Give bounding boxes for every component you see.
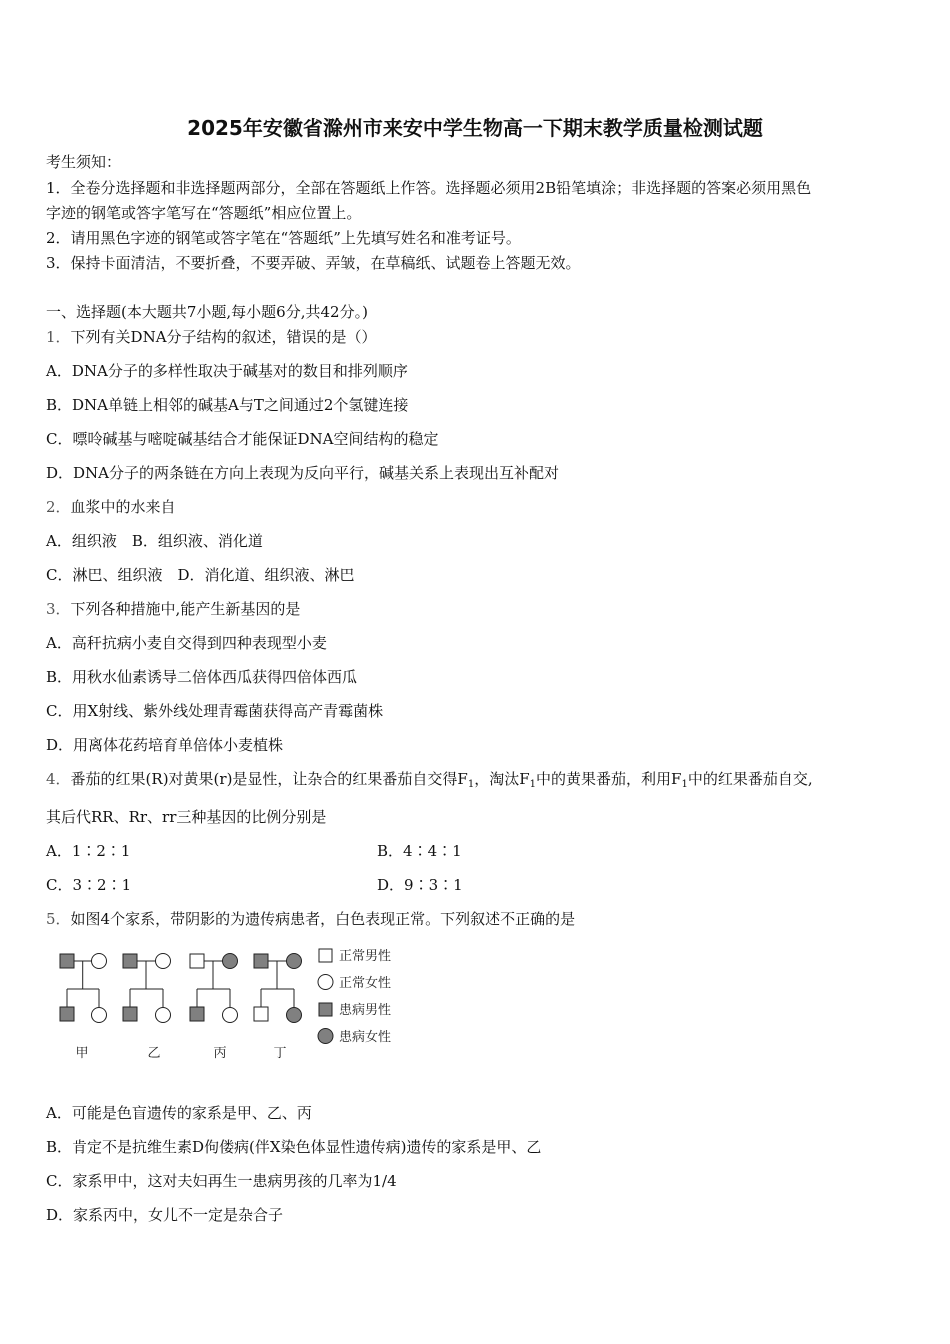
family-yi	[123, 954, 171, 1062]
son-affected	[190, 1007, 204, 1021]
question-5	[46, 910, 575, 928]
q4-option-c: C．3∶2∶1	[46, 876, 132, 894]
subscript: 1	[681, 779, 688, 790]
question-1	[46, 328, 377, 346]
question-stem-part: 中的黄果番茄，利用F	[536, 770, 682, 788]
father-normal	[190, 954, 204, 968]
question-stem: 下列各种措施中,能产生新基因的是	[70, 600, 301, 618]
legend-normal-male-icon	[319, 949, 332, 962]
mother-affected	[223, 954, 238, 969]
mother-normal	[92, 954, 107, 969]
question-number: 1．	[46, 328, 71, 346]
mother-normal	[156, 954, 171, 969]
legend-label: 患病女性	[339, 1030, 392, 1045]
q3-option-b: B．用秋水仙素诱导二倍体西瓜获得四倍体西瓜	[46, 668, 358, 686]
mother-affected	[287, 954, 302, 969]
legend-normal-female-icon	[318, 975, 333, 990]
page-title: 2025年安徽省滁州市来安中学生物高一下期末教学质量检测试题	[187, 116, 763, 140]
family-bing	[190, 954, 238, 1062]
q4-stem-continued: 其后代RR、Rr、rr三种基因的比例分别是	[46, 808, 327, 826]
q1-option-a: A．DNA分子的多样性取决于碱基对的数目和排列顺序	[46, 362, 408, 380]
family-ding	[254, 954, 302, 1062]
question-3	[46, 600, 300, 618]
question-number: 3．	[46, 600, 71, 618]
legend-label: 患病男性	[339, 1003, 392, 1018]
q5-option-c: C．家系甲中，这对夫妇再生一患病男孩的几率为1/4	[46, 1172, 397, 1190]
daughter-normal	[156, 1008, 171, 1023]
notice-heading: 考生须知：	[46, 153, 122, 171]
pedigree-figure	[50, 940, 410, 1070]
legend-affected-male-icon	[319, 1003, 332, 1016]
notice-line-3: 2．请用黑色字迹的钢笔或答字笔在“答题纸”上先填写姓名和准考证号。	[46, 229, 521, 247]
father-affected	[60, 954, 74, 968]
question-stem: 下列有关DNA分子结构的叙述，错误的是（）	[70, 328, 377, 346]
q1-option-b: B．DNA单链上相邻的碱基A与T之间通过2个氢键连接	[46, 396, 409, 414]
question-stem: 血浆中的水来自	[70, 498, 176, 516]
question-number: 4．	[46, 770, 71, 788]
q4-option-b: B．4∶4∶1	[377, 842, 462, 860]
q4-option-d: D．9∶3∶1	[377, 876, 463, 894]
q3-option-c: C．用X射线、紫外线处理青霉菌获得高产青霉菌株	[46, 702, 384, 720]
notice-line-1: 1．全卷分选择题和非选择题两部分，全部在答题纸上作答。选择题必须用2B铅笔填涂；非选择题的答案必须用黑色	[46, 179, 812, 197]
q3-option-d: D．用离体花药培育单倍体小麦植株	[46, 736, 284, 754]
family-jia	[60, 954, 107, 1062]
daughter-affected	[287, 1008, 302, 1023]
son-affected	[123, 1007, 137, 1021]
subscript: 1	[467, 779, 475, 790]
family-label: 丁	[273, 1046, 287, 1061]
family-label: 甲	[75, 1046, 89, 1061]
family-label: 丙	[213, 1046, 227, 1061]
question-number: 5．	[46, 910, 71, 928]
legend-affected-female-icon	[318, 1029, 333, 1044]
question-2	[46, 498, 176, 516]
legend-label: 正常女性	[339, 976, 392, 991]
q5-option-d: D．家系丙中，女儿不一定是杂合子	[46, 1206, 284, 1224]
question-4	[46, 770, 813, 794]
question-number: 2．	[46, 498, 71, 516]
q2-options-ab: A．组织液 B．组织液、消化道	[46, 532, 263, 550]
son-affected	[60, 1007, 74, 1021]
family-label: 乙	[147, 1046, 161, 1061]
notice-line-4: 3．保持卡面清洁，不要折叠，不要弄破、弄皱，在草稿纸、试题卷上答题无效。	[46, 254, 581, 272]
q5-option-a: A．可能是色盲遗传的家系是甲、乙、丙	[46, 1104, 312, 1122]
q1-option-d: D．DNA分子的两条链在方向上表现为反向平行，碱基关系上表现出互补配对	[46, 464, 560, 482]
question-stem-part: ，淘汰F	[474, 770, 530, 788]
question-stem-part: 番茄的红果(R)对黄果(r)是显性，让杂合的红果番茄自交得F	[70, 770, 468, 788]
daughter-normal	[223, 1008, 238, 1023]
question-stem: 如图4个家系，带阴影的为遗传病患者，白色表现正常。下列叙述不正确的是	[70, 910, 576, 928]
son-normal	[254, 1007, 268, 1021]
father-affected	[254, 954, 268, 968]
legend-label: 正常男性	[339, 949, 392, 964]
daughter-normal	[92, 1008, 107, 1023]
section-heading: 一、选择题(本大题共7小题,每小题6分,共42分。)	[46, 303, 368, 321]
pedigree-legend	[318, 948, 391, 1045]
q4-option-a: A．1∶2∶1	[46, 842, 131, 860]
notice-line-2: 字迹的钢笔或答字笔写在“答题纸”相应位置上。	[46, 204, 362, 222]
q3-option-a: A．高秆抗病小麦自交得到四种表现型小麦	[46, 634, 327, 652]
q5-option-b: B．肯定不是抗维生素D佝偻病(伴X染色体显性遗传病)遗传的家系是甲、乙	[46, 1138, 542, 1156]
question-stem-part: 中的红果番茄自交,	[687, 770, 813, 788]
subscript: 1	[529, 779, 537, 790]
father-affected	[123, 954, 137, 968]
q2-options-cd: C．淋巴、组织液 D．消化道、组织液、淋巴	[46, 566, 355, 584]
q1-option-c: C．嘌呤碱基与嘧啶碱基结合才能保证DNA空间结构的稳定	[46, 430, 439, 448]
